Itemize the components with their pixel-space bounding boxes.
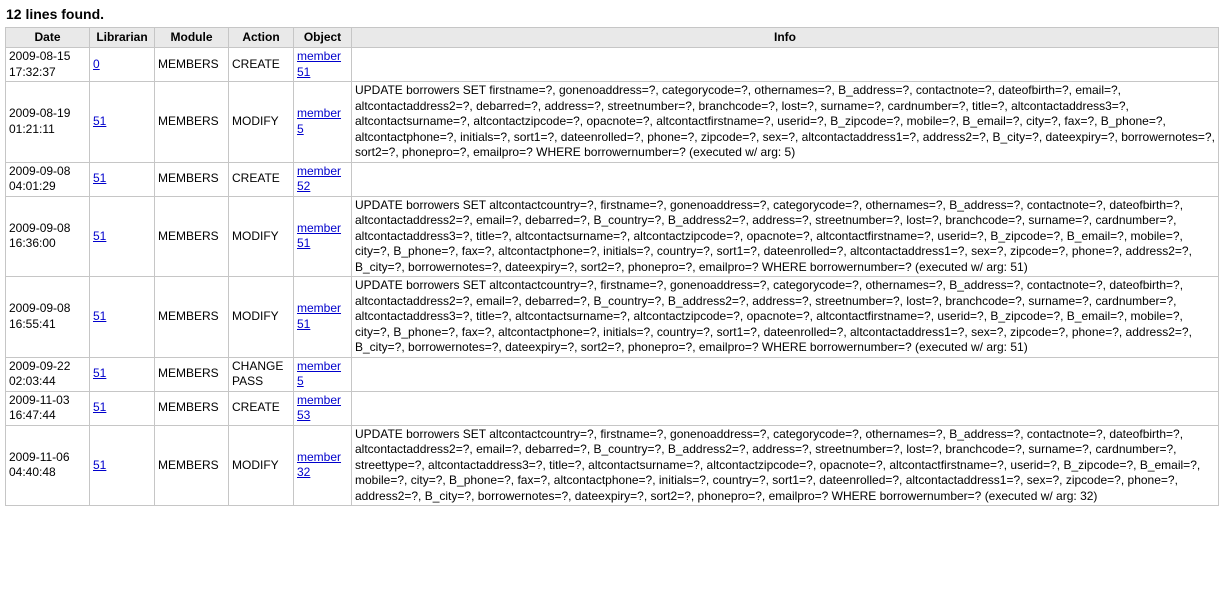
log-date: 2009-08-15 bbox=[9, 49, 71, 63]
cell-object bbox=[294, 357, 352, 391]
object-id-label: 5 bbox=[297, 121, 304, 136]
log-date: 2009-09-08 bbox=[9, 301, 71, 316]
table-row bbox=[6, 162, 1219, 196]
cell-module: MEMBERS bbox=[155, 357, 229, 391]
object-member-link[interactable] bbox=[297, 164, 341, 194]
action-log-table bbox=[5, 27, 1219, 506]
object-type-label: member bbox=[297, 301, 342, 316]
cell-action: MODIFY bbox=[229, 425, 294, 506]
table-header-row bbox=[6, 28, 1219, 48]
column-header-module: Module bbox=[155, 28, 229, 48]
table-body bbox=[6, 48, 1219, 506]
table-row bbox=[6, 196, 1219, 277]
column-header-date: Date bbox=[6, 28, 90, 48]
cell-info bbox=[352, 357, 1219, 391]
cell-date bbox=[6, 277, 90, 358]
cell-info: UPDATE borrowers SET altcontactcountry=?, firstname=?, gonenoaddress=?, categorycode=?, othernames=?, B_address=?, contactnote=?, dateofbirth=?, altcontactaddress2=?, email=?, debarred=?, B_country=?, B_address2=?, address=?, streetnumber=?, lost=?, branchcode=?, surname=?, cardnumber=?, altcontactaddress3=?, title=?, altcontactsurname=?, altcontactzipcode=?, opacnote=?, altcontactfirstname=?, userid=?, B_zipcode=?, B_email=?, mobile=?, city=?, B_phone=?, fax=?, altcontactphone=?, initials=?, country=?, sort1=?, dateenrolled=?, altcontactaddress1=?, sex=?, zipcode=?, phone=?, address2=?, B_city=?, borrowernotes=?, dateexpiry=?, sort2=?, phonepro=?, emailpro=? WHERE borrowernumber=? (executed w/ arg: 51) bbox=[352, 196, 1219, 277]
object-id-label: 53 bbox=[297, 408, 311, 422]
log-time: 16:47:44 bbox=[9, 408, 56, 422]
cell-object bbox=[294, 277, 352, 358]
object-member-link[interactable] bbox=[297, 301, 341, 331]
table-row bbox=[6, 48, 1219, 82]
log-time: 04:01:29 bbox=[9, 179, 56, 193]
cell-action: MODIFY bbox=[229, 82, 294, 163]
object-member-link[interactable] bbox=[297, 359, 341, 389]
cell-object bbox=[294, 391, 352, 425]
column-header-info: Info bbox=[352, 28, 1219, 48]
cell-info bbox=[352, 162, 1219, 196]
table-row bbox=[6, 82, 1219, 163]
object-member-link[interactable] bbox=[297, 106, 341, 136]
object-id-label: 5 bbox=[297, 374, 304, 388]
cell-info: UPDATE borrowers SET firstname=?, gonenoaddress=?, categorycode=?, othernames=?, B_address=?, contactnote=?, dateofbirth=?, email=?, altcontactaddress2=?, debarred=?, address=?, streetnumber=?, branchcode=?, lost=?, surname=?, cardnumber=?, title=?, altcontactaddress3=?, altcontactsurname=?, altcontactzipcode=?, opacnote=?, altcontactfirstname=?, userid=?, B_zipcode=?, mobile=?, B_email=?, city=?, fax=?, B_phone=?, altcontactphone=?, initials=?, sort1=?, dateenrolled=?, phone=?, zipcode=?, sex=?, altcontactaddress1=?, address2=?, B_city=?, dateexpiry=?, borrowernotes=?, sort2=?, phonepro=?, emailpro=? WHERE borrowernumber=? (executed w/ arg: 5) bbox=[352, 82, 1219, 163]
cell-module: MEMBERS bbox=[155, 82, 229, 163]
cell-librarian bbox=[90, 357, 155, 391]
cell-module: MEMBERS bbox=[155, 162, 229, 196]
object-type-label: member bbox=[297, 449, 342, 464]
object-type-label: member bbox=[297, 106, 342, 121]
cell-librarian bbox=[90, 425, 155, 506]
log-time: 17:32:37 bbox=[9, 64, 56, 79]
cell-librarian bbox=[90, 162, 155, 196]
log-time: 16:36:00 bbox=[9, 236, 56, 251]
cell-librarian bbox=[90, 277, 155, 358]
cell-librarian bbox=[90, 48, 155, 82]
cell-date bbox=[6, 357, 90, 391]
object-id-label: 51 bbox=[297, 64, 311, 79]
cell-module: MEMBERS bbox=[155, 425, 229, 506]
object-id-label: 52 bbox=[297, 179, 311, 193]
log-date: 2009-11-03 bbox=[9, 392, 70, 407]
cell-module: MEMBERS bbox=[155, 277, 229, 358]
cell-module: MEMBERS bbox=[155, 48, 229, 82]
object-type-label: member bbox=[297, 220, 342, 235]
log-date: 2009-11-06 bbox=[9, 449, 70, 464]
cell-module: MEMBERS bbox=[155, 391, 229, 425]
log-time: 01:21:11 bbox=[9, 121, 55, 136]
cell-date bbox=[6, 82, 90, 163]
cell-librarian bbox=[90, 82, 155, 163]
cell-action: MODIFY bbox=[229, 196, 294, 277]
cell-date bbox=[6, 162, 90, 196]
cell-object bbox=[294, 425, 352, 506]
librarian-link[interactable]: 51 bbox=[93, 366, 107, 381]
cell-object bbox=[294, 162, 352, 196]
log-date: 2009-08-19 bbox=[9, 106, 71, 121]
librarian-link[interactable]: 51 bbox=[93, 309, 107, 323]
object-member-link[interactable] bbox=[297, 221, 341, 251]
cell-object bbox=[294, 48, 352, 82]
cell-date bbox=[6, 425, 90, 506]
cell-info bbox=[352, 391, 1219, 425]
cell-librarian bbox=[90, 196, 155, 277]
cell-action: CHANGE PASS bbox=[229, 357, 294, 391]
cell-action: CREATE bbox=[229, 391, 294, 425]
object-type-label: member bbox=[297, 49, 342, 63]
cell-action: CREATE bbox=[229, 162, 294, 196]
librarian-link[interactable]: 51 bbox=[93, 457, 107, 472]
results-count-heading: 12 lines found. bbox=[6, 6, 105, 22]
cell-action: MODIFY bbox=[229, 277, 294, 358]
cell-info: UPDATE borrowers SET altcontactcountry=?, firstname=?, gonenoaddress=?, categorycode=?, othernames=?, B_address=?, contactnote=?, dateofbirth=?, altcontactaddress2=?, email=?, debarred=?, B_country=?, B_address2=?, address=?, streetnumber=?, lost=?, branchcode=?, surname=?, cardnumber=?, altcontactaddress3=?, title=?, altcontactsurname=?, altcontactzipcode=?, opacnote=?, altcontactfirstname=?, userid=?, B_zipcode=?, B_email=?, mobile=?, city=?, B_phone=?, fax=?, altcontactphone=?, initials=?, country=?, sort1=?, dateenrolled=?, altcontactaddress1=?, sex=?, zipcode=?, phone=?, address2=?, B_city=?, borrowernotes=?, dateexpiry=?, sort2=?, phonepro=?, emailpro=? WHERE borrowernumber=? (executed w/ arg: 51) bbox=[352, 277, 1219, 358]
librarian-link[interactable]: 51 bbox=[93, 114, 107, 128]
cell-action: CREATE bbox=[229, 48, 294, 82]
object-type-label: member bbox=[297, 358, 342, 373]
object-id-label: 51 bbox=[297, 236, 311, 251]
object-id-label: 32 bbox=[297, 465, 311, 480]
log-time: 02:03:44 bbox=[9, 374, 56, 388]
log-date: 2009-09-08 bbox=[9, 220, 71, 235]
column-header-action: Action bbox=[229, 28, 294, 48]
table-row bbox=[6, 425, 1219, 506]
log-date: 2009-09-08 bbox=[9, 163, 71, 178]
log-time: 16:55:41 bbox=[9, 316, 56, 331]
cell-date bbox=[6, 196, 90, 277]
column-header-librarian: Librarian bbox=[90, 28, 155, 48]
librarian-link[interactable]: 51 bbox=[93, 228, 107, 243]
column-header-object: Object bbox=[294, 28, 352, 48]
table-row bbox=[6, 391, 1219, 425]
table-row bbox=[6, 277, 1219, 358]
object-type-label: member bbox=[297, 163, 342, 178]
cell-module: MEMBERS bbox=[155, 196, 229, 277]
object-member-link[interactable] bbox=[297, 393, 341, 423]
cell-info bbox=[352, 48, 1219, 82]
cell-date bbox=[6, 391, 90, 425]
log-time: 04:40:48 bbox=[9, 465, 56, 480]
librarian-link[interactable]: 51 bbox=[93, 400, 107, 415]
librarian-link[interactable]: 51 bbox=[93, 171, 107, 186]
object-id-label: 51 bbox=[297, 316, 311, 331]
cell-object bbox=[294, 196, 352, 277]
object-member-link[interactable] bbox=[297, 49, 341, 79]
librarian-link[interactable]: 0 bbox=[93, 56, 100, 71]
table-row bbox=[6, 357, 1219, 391]
object-member-link[interactable] bbox=[297, 450, 341, 480]
cell-date bbox=[6, 48, 90, 82]
cell-object bbox=[294, 82, 352, 163]
cell-librarian bbox=[90, 391, 155, 425]
cell-info: UPDATE borrowers SET altcontactcountry=?, firstname=?, gonenoaddress=?, categorycode=?, othernames=?, B_address=?, contactnote=?, dateofbirth=?, altcontactaddress2=?, email=?, debarred=?, B_country=?, B_address2=?, address=?, streetnumber=?, lost=?, branchcode=?, surname=?, cardnumber=?, streettype=?, altcontactaddress3=?, title=?, altcontactsurname=?, altcontactzipcode=?, opacnote=?, altcontactfirstname=?, userid=?, B_zipcode=?, B_email=?, mobile=?, city=?, B_phone=?, fax=?, altcontactphone=?, initials=?, country=?, sort1=?, dateenrolled=?, altcontactaddress1=?, sex=?, zipcode=?, phone=?, address2=?, B_city=?, borrowernotes=?, dateexpiry=?, sort2=?, phonepro=?, emailpro=? WHERE borrowernumber=? (executed w/ arg: 32) bbox=[352, 425, 1219, 506]
object-type-label: member bbox=[297, 392, 342, 407]
log-date: 2009-09-22 bbox=[9, 358, 71, 373]
